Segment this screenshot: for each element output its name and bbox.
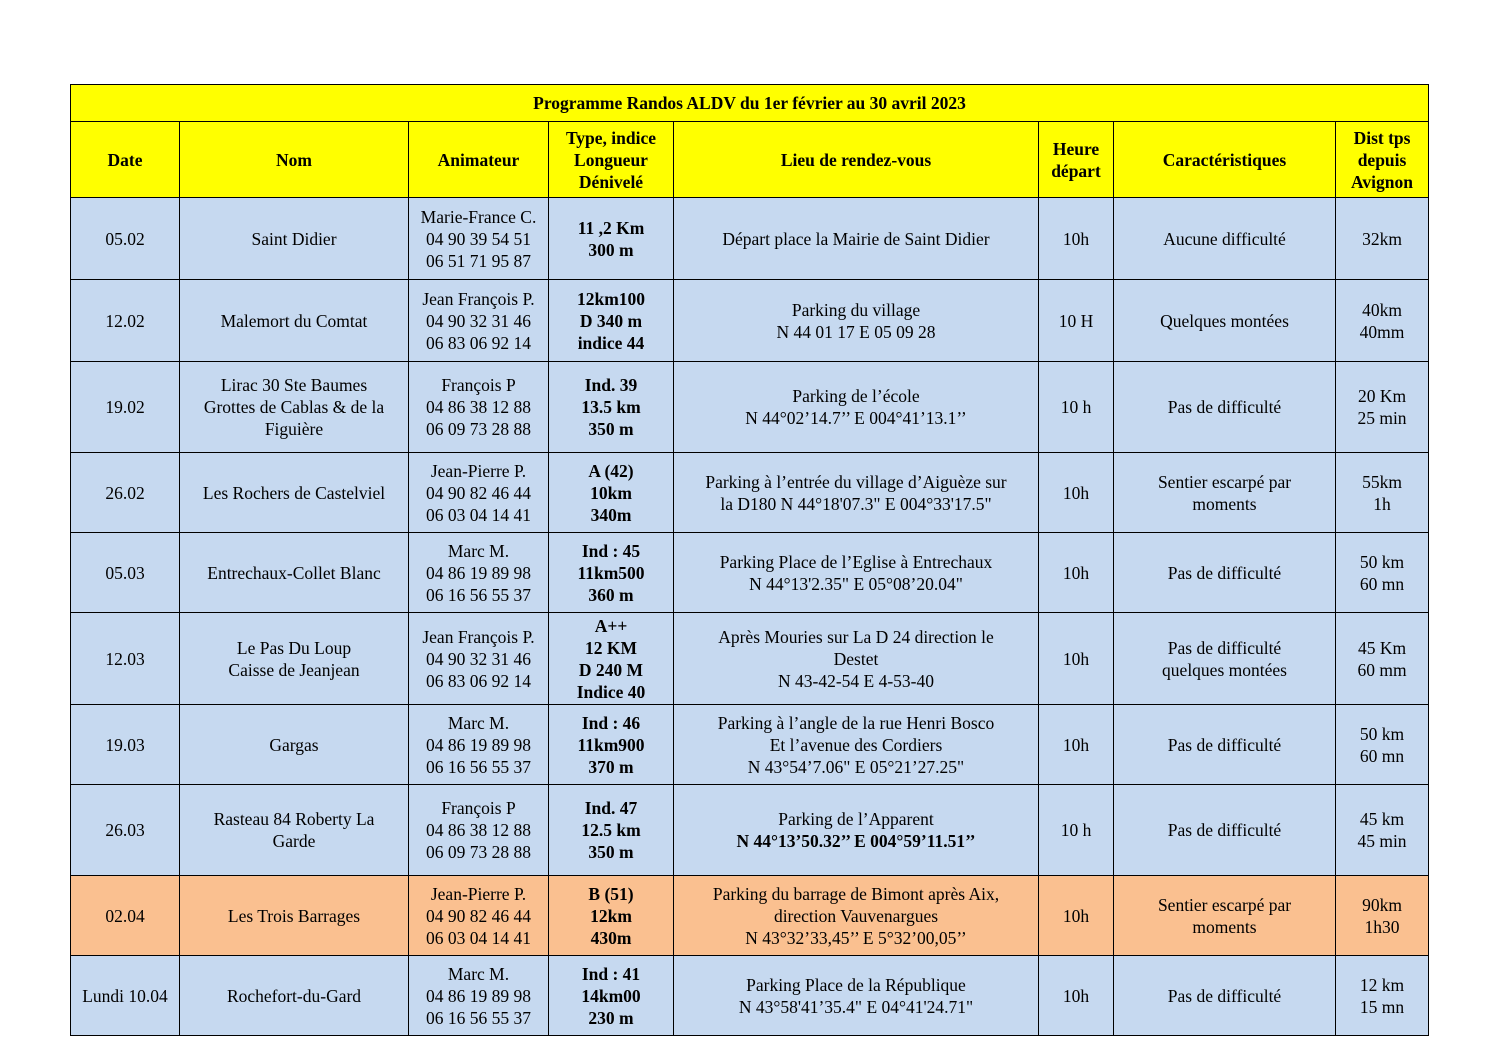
cell-carac bbox=[1114, 280, 1336, 362]
cell-lieu bbox=[674, 533, 1039, 613]
cell-type bbox=[549, 785, 674, 876]
cell-animateur bbox=[409, 613, 549, 705]
animateur-line: Jean-Pierre P. bbox=[430, 883, 527, 904]
animateur-line: Marc M. bbox=[447, 712, 510, 733]
cell-heure: 10h bbox=[1039, 198, 1114, 280]
carac-line: Pas de difficulté bbox=[1167, 562, 1282, 583]
cell-dist bbox=[1336, 876, 1429, 956]
type-line: 12.5 km bbox=[581, 820, 641, 840]
carac-line: Sentier escarpé par bbox=[1157, 471, 1292, 492]
cell-type bbox=[549, 198, 674, 280]
type-line: 230 m bbox=[588, 1007, 634, 1028]
cell-dist bbox=[1336, 198, 1429, 280]
nom-line: Entrechaux-Collet Blanc bbox=[207, 562, 381, 583]
cell-heure: 10 h bbox=[1039, 362, 1114, 453]
type-line: Ind. 47 bbox=[584, 798, 638, 818]
carac-line: quelques montées bbox=[1162, 659, 1287, 680]
cell-date: 12.03 bbox=[71, 613, 180, 705]
cell-nom bbox=[180, 876, 409, 956]
lieu-line: Parking du village bbox=[791, 299, 921, 320]
nom-line: Les Trois Barrages bbox=[227, 905, 361, 926]
nom-line: Figuière bbox=[264, 419, 324, 439]
carac-line: Quelques montées bbox=[1160, 310, 1289, 331]
animateur-line: 04 90 32 31 46 bbox=[426, 310, 531, 331]
table-row bbox=[71, 362, 1429, 453]
type-line: 430m bbox=[590, 927, 632, 948]
animateur-line: 06 16 56 55 37 bbox=[426, 584, 531, 605]
table-row bbox=[71, 785, 1429, 876]
lieu-line: la D180 N 44°18'07.3" E 004°33'17.5" bbox=[720, 493, 992, 514]
type-line: 11km500 bbox=[577, 562, 645, 583]
cell-animateur bbox=[409, 280, 549, 362]
table-title: Programme Randos ALDV du 1er février au 30 avril 2023 bbox=[71, 85, 1429, 122]
dist-line: 1h30 bbox=[1364, 916, 1400, 937]
animateur-line: François P bbox=[441, 375, 516, 395]
cell-carac bbox=[1114, 785, 1336, 876]
animateur-line: 04 90 82 46 44 bbox=[426, 905, 531, 926]
cell-date: 19.03 bbox=[71, 705, 180, 785]
cell-carac bbox=[1114, 533, 1336, 613]
table-row bbox=[71, 705, 1429, 785]
cell-carac bbox=[1114, 613, 1336, 705]
cell-type bbox=[549, 533, 674, 613]
type-line: A (42) bbox=[588, 460, 634, 481]
animateur-line: Jean François P. bbox=[422, 626, 535, 647]
cell-heure: 10h bbox=[1039, 533, 1114, 613]
header-heure bbox=[1039, 122, 1114, 198]
cell-dist bbox=[1336, 956, 1429, 1036]
animateur-line: Marc M. bbox=[447, 540, 510, 561]
cell-heure: 10h bbox=[1039, 956, 1114, 1036]
header-nom: Nom bbox=[180, 122, 409, 198]
type-line: Ind. 39 bbox=[584, 375, 638, 395]
type-line: Indice 40 bbox=[576, 681, 646, 702]
animateur-line: 04 86 38 12 88 bbox=[426, 820, 531, 840]
header-dist bbox=[1336, 122, 1429, 198]
cell-type bbox=[549, 876, 674, 956]
cell-lieu bbox=[674, 613, 1039, 705]
animateur-line: Jean-Pierre P. bbox=[430, 460, 527, 481]
cell-date: 26.02 bbox=[71, 453, 180, 533]
cell-nom bbox=[180, 198, 409, 280]
dist-line: 55km bbox=[1362, 471, 1402, 492]
type-line: 11km900 bbox=[577, 734, 645, 755]
cell-date: 26.03 bbox=[71, 785, 180, 876]
programme-table bbox=[70, 84, 1429, 1036]
cell-lieu bbox=[674, 280, 1039, 362]
type-line: 350 m bbox=[588, 842, 634, 862]
dist-line: 40mm bbox=[1359, 321, 1405, 342]
cell-carac bbox=[1114, 362, 1336, 453]
cell-animateur bbox=[409, 198, 549, 280]
type-line: 14km00 bbox=[581, 985, 641, 1006]
cell-nom bbox=[180, 280, 409, 362]
lieu-line: N 44°13’50.32’’ E 004°59’11.51’’ bbox=[736, 831, 976, 851]
animateur-line: 06 51 71 95 87 bbox=[426, 250, 531, 271]
nom-line: Grottes de Cablas & de la bbox=[203, 397, 385, 417]
animateur-line: 04 90 39 54 51 bbox=[426, 228, 531, 249]
cell-lieu bbox=[674, 705, 1039, 785]
animateur-line: Marie-France C. bbox=[420, 206, 537, 227]
table-row bbox=[71, 280, 1429, 362]
dist-line: 45 km bbox=[1359, 809, 1405, 829]
type-line: 300 m bbox=[588, 239, 634, 260]
cell-nom bbox=[180, 705, 409, 785]
type-line: 360 m bbox=[588, 584, 634, 605]
type-line: Ind : 45 bbox=[581, 540, 641, 561]
lieu-line: N 43°58'41’35.4" E 04°41'24.71" bbox=[738, 996, 974, 1017]
type-line: indice 44 bbox=[577, 332, 645, 353]
table-row bbox=[71, 613, 1429, 705]
cell-nom bbox=[180, 785, 409, 876]
lieu-line: N 43°54’7.06" E 05°21’27.25" bbox=[747, 756, 965, 777]
dist-line: 60 mm bbox=[1357, 659, 1407, 680]
animateur-line: 06 83 06 92 14 bbox=[426, 332, 531, 353]
animateur-line: Jean François P. bbox=[422, 288, 535, 309]
animateur-line: Marc M. bbox=[447, 963, 510, 984]
lieu-line: N 43°32’33,45’’ E 5°32’00,05’’ bbox=[745, 927, 967, 948]
dist-line: 45 min bbox=[1357, 831, 1407, 851]
cell-type bbox=[549, 453, 674, 533]
cell-date: Lundi 10.04 bbox=[71, 956, 180, 1036]
cell-heure: 10 h bbox=[1039, 785, 1114, 876]
lieu-line: Parking Place de la République bbox=[746, 974, 966, 995]
header-dist-line: Avignon bbox=[1351, 171, 1413, 192]
dist-line: 90km bbox=[1362, 894, 1402, 915]
nom-line: Rasteau 84 Roberty La bbox=[213, 809, 375, 829]
lieu-line: Après Mouries sur La D 24 direction le bbox=[718, 626, 994, 647]
nom-line: Malemort du Comtat bbox=[220, 310, 368, 331]
nom-line: Garde bbox=[272, 831, 316, 851]
lieu-line: N 44°02’14.7’’ E 004°41’13.1’’ bbox=[745, 408, 967, 428]
cell-date: 05.03 bbox=[71, 533, 180, 613]
cell-animateur bbox=[409, 956, 549, 1036]
animateur-line: 04 90 82 46 44 bbox=[426, 482, 531, 503]
header-type-line: Dénivelé bbox=[578, 171, 644, 192]
lieu-line: direction Vauvenargues bbox=[773, 905, 939, 926]
lieu-line: Parking à l’angle de la rue Henri Bosco bbox=[717, 712, 995, 733]
type-line: A++ bbox=[594, 615, 628, 636]
nom-line: Lirac 30 Ste Baumes bbox=[220, 375, 368, 395]
dist-line: 25 min bbox=[1357, 408, 1407, 428]
cell-dist bbox=[1336, 785, 1429, 876]
lieu-line: N 44°13'2.35" E 05°08’20.04" bbox=[749, 573, 963, 594]
type-line: D 340 m bbox=[579, 310, 643, 331]
type-line: 340m bbox=[590, 504, 632, 525]
header-type-line: Longueur bbox=[574, 149, 648, 170]
header-heure-line: départ bbox=[1051, 160, 1101, 181]
type-line: B (51) bbox=[588, 883, 634, 904]
lieu-line: Départ place la Mairie de Saint Didier bbox=[722, 228, 990, 249]
header-dist-line: Dist tps bbox=[1353, 127, 1411, 148]
animateur-line: 04 90 32 31 46 bbox=[426, 648, 531, 669]
header-date: Date bbox=[71, 122, 180, 198]
cell-lieu bbox=[674, 785, 1039, 876]
header-dist-line: depuis bbox=[1357, 149, 1407, 170]
lieu-line: Parking de l’Apparent bbox=[778, 809, 934, 829]
cell-animateur bbox=[409, 785, 549, 876]
cell-lieu bbox=[674, 453, 1039, 533]
nom-line: Le Pas Du Loup bbox=[236, 637, 352, 658]
lieu-line: N 43-42-54 E 4-53-40 bbox=[777, 670, 934, 691]
cell-type bbox=[549, 613, 674, 705]
cell-heure: 10h bbox=[1039, 453, 1114, 533]
carac-line: moments bbox=[1192, 916, 1257, 937]
header-type bbox=[549, 122, 674, 198]
lieu-line: Et l’avenue des Cordiers bbox=[769, 734, 943, 755]
type-line: 370 m bbox=[588, 756, 634, 777]
cell-type bbox=[549, 362, 674, 453]
carac-line: moments bbox=[1192, 493, 1257, 514]
carac-line: Pas de difficulté bbox=[1167, 637, 1282, 658]
cell-dist bbox=[1336, 453, 1429, 533]
dist-line: 32km bbox=[1362, 228, 1402, 249]
cell-type bbox=[549, 956, 674, 1036]
cell-animateur bbox=[409, 705, 549, 785]
cell-dist bbox=[1336, 613, 1429, 705]
animateur-line: 04 86 19 89 98 bbox=[426, 562, 531, 583]
type-line: Ind : 46 bbox=[581, 712, 641, 733]
cell-carac bbox=[1114, 956, 1336, 1036]
carac-line: Pas de difficulté bbox=[1167, 985, 1282, 1006]
animateur-line: 06 03 04 14 41 bbox=[426, 927, 531, 948]
cell-lieu bbox=[674, 956, 1039, 1036]
title-row bbox=[71, 85, 1429, 122]
cell-date: 02.04 bbox=[71, 876, 180, 956]
type-line: Ind : 41 bbox=[581, 963, 641, 984]
dist-line: 1h bbox=[1373, 493, 1391, 514]
dist-line: 60 mn bbox=[1359, 573, 1405, 594]
cell-type bbox=[549, 280, 674, 362]
dist-line: 40km bbox=[1362, 299, 1402, 320]
cell-heure: 10h bbox=[1039, 705, 1114, 785]
cell-type bbox=[549, 705, 674, 785]
cell-dist bbox=[1336, 533, 1429, 613]
animateur-line: 06 16 56 55 37 bbox=[426, 756, 531, 777]
cell-lieu bbox=[674, 876, 1039, 956]
carac-line: Pas de difficulté bbox=[1167, 734, 1282, 755]
animateur-line: 06 09 73 28 88 bbox=[426, 842, 531, 862]
type-line: 350 m bbox=[588, 419, 634, 439]
header-lieu: Lieu de rendez-vous bbox=[674, 122, 1039, 198]
animateur-line: 06 03 04 14 41 bbox=[426, 504, 531, 525]
header-animateur: Animateur bbox=[409, 122, 549, 198]
header-type-line: Type, indice bbox=[565, 127, 657, 148]
animateur-line: 06 16 56 55 37 bbox=[426, 1007, 531, 1028]
cell-carac bbox=[1114, 705, 1336, 785]
cell-date: 19.02 bbox=[71, 362, 180, 453]
header-carac: Caractéristiques bbox=[1114, 122, 1336, 198]
cell-carac bbox=[1114, 453, 1336, 533]
cell-dist bbox=[1336, 705, 1429, 785]
nom-line: Les Rochers de Castelviel bbox=[202, 482, 386, 503]
lieu-line: Parking à l’entrée du village d’Aiguèze sur bbox=[705, 471, 1007, 492]
type-line: D 240 M bbox=[578, 659, 644, 680]
cell-lieu bbox=[674, 362, 1039, 453]
cell-heure: 10 H bbox=[1039, 280, 1114, 362]
nom-line: Saint Didier bbox=[251, 228, 337, 249]
type-line: 13.5 km bbox=[581, 397, 641, 417]
cell-dist bbox=[1336, 362, 1429, 453]
carac-line: Pas de difficulté bbox=[1167, 397, 1282, 417]
lieu-line: Parking de l’école bbox=[792, 386, 920, 406]
dist-line: 50 km bbox=[1359, 723, 1405, 744]
cell-heure: 10h bbox=[1039, 876, 1114, 956]
table-row bbox=[71, 876, 1429, 956]
cell-date: 05.02 bbox=[71, 198, 180, 280]
cell-animateur bbox=[409, 453, 549, 533]
cell-animateur bbox=[409, 876, 549, 956]
dist-line: 20 Km bbox=[1357, 386, 1407, 406]
header-heure-line: Heure bbox=[1052, 138, 1100, 159]
dist-line: 45 Km bbox=[1357, 637, 1407, 658]
animateur-line: François P bbox=[441, 798, 516, 818]
nom-line: Gargas bbox=[269, 734, 319, 755]
lieu-line: Parking Place de l’Eglise à Entrechaux bbox=[719, 551, 993, 572]
cell-carac bbox=[1114, 198, 1336, 280]
cell-dist bbox=[1336, 280, 1429, 362]
cell-nom bbox=[180, 533, 409, 613]
nom-line: Rochefort-du-Gard bbox=[226, 985, 362, 1006]
cell-animateur bbox=[409, 533, 549, 613]
cell-date: 12.02 bbox=[71, 280, 180, 362]
animateur-line: 04 86 19 89 98 bbox=[426, 985, 531, 1006]
table-body bbox=[71, 198, 1429, 1036]
animateur-line: 06 09 73 28 88 bbox=[426, 419, 531, 439]
cell-animateur bbox=[409, 362, 549, 453]
type-line: 12km100 bbox=[576, 288, 646, 309]
cell-nom bbox=[180, 956, 409, 1036]
lieu-line: Parking du barrage de Bimont après Aix, bbox=[712, 883, 1000, 904]
table-row bbox=[71, 956, 1429, 1036]
type-line: 10km bbox=[590, 482, 632, 503]
table-row bbox=[71, 198, 1429, 280]
carac-line: Aucune difficulté bbox=[1163, 228, 1286, 249]
cell-heure: 10h bbox=[1039, 613, 1114, 705]
carac-line: Sentier escarpé par bbox=[1157, 894, 1292, 915]
dist-line: 50 km bbox=[1359, 551, 1405, 572]
dist-line: 12 km bbox=[1359, 974, 1405, 995]
type-line: 12km bbox=[590, 905, 632, 926]
animateur-line: 04 86 38 12 88 bbox=[426, 397, 531, 417]
animateur-line: 04 86 19 89 98 bbox=[426, 734, 531, 755]
type-line: 11 ,2 Km bbox=[577, 217, 645, 238]
header-row bbox=[71, 122, 1429, 198]
dist-line: 15 mn bbox=[1359, 996, 1405, 1017]
nom-line: Caisse de Jeanjean bbox=[228, 659, 360, 680]
cell-nom bbox=[180, 613, 409, 705]
cell-nom bbox=[180, 453, 409, 533]
cell-lieu bbox=[674, 198, 1039, 280]
type-line: 12 KM bbox=[584, 637, 637, 658]
lieu-line: N 44 01 17 E 05 09 28 bbox=[776, 321, 936, 342]
cell-carac bbox=[1114, 876, 1336, 956]
table-row bbox=[71, 533, 1429, 613]
table-row bbox=[71, 453, 1429, 533]
cell-nom bbox=[180, 362, 409, 453]
dist-line: 60 mn bbox=[1359, 745, 1405, 766]
lieu-line: Destet bbox=[833, 648, 879, 669]
animateur-line: 06 83 06 92 14 bbox=[426, 670, 531, 691]
carac-line: Pas de difficulté bbox=[1167, 820, 1282, 840]
